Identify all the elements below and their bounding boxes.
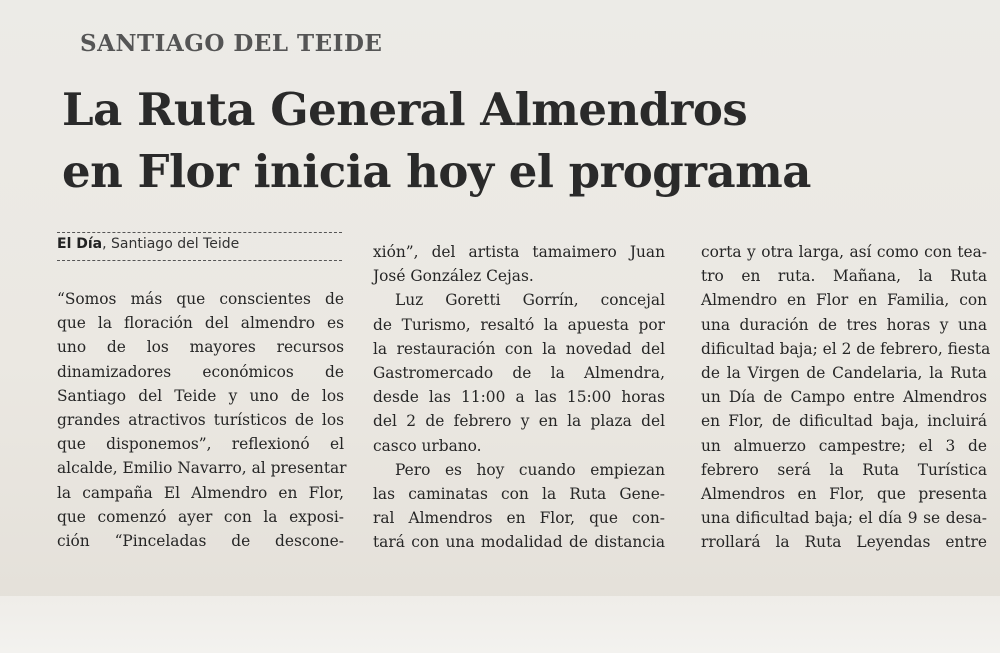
text-line: una duración de tres horas y una [701, 315, 987, 334]
text-line: Almendros en Flor, que presenta [701, 485, 987, 504]
text-line: Santiago del Teide y uno de los [57, 386, 344, 405]
text-line: dinamizadores económicos de [57, 362, 344, 381]
text-line: un Día de Campo entre Almendros [701, 388, 987, 407]
text-line: una dificultad baja; el día 9 se desa- [701, 509, 987, 528]
text-line: ción “Pinceladas de descone- [57, 532, 344, 551]
text-line: uno de los mayores recursos [57, 338, 344, 357]
text-line: tará con una modalidad de distancia [373, 533, 665, 552]
text-line: que comenzó ayer con la exposi- [57, 507, 344, 526]
text-line: de la Virgen de Candelaria, la Ruta [701, 364, 987, 383]
page-fold-margin [0, 596, 1000, 653]
text-line: desde las 11:00 a las 15:00 horas [373, 388, 665, 407]
article-column-2 [373, 240, 665, 555]
text-line: que la floración del almendro es [57, 314, 344, 333]
byline-location: , Santiago del Teide [102, 236, 240, 252]
article-column-1 [57, 287, 347, 553]
text-line: la campaña El Almendro en Flor, [57, 483, 344, 502]
text-line: que disponemos”, reflexionó el [57, 435, 344, 454]
text-line: febrero será la Ruta Turística [701, 460, 987, 479]
text-line: rrollará la Ruta Leyendas entre [701, 533, 987, 552]
text-line: del 2 de febrero y en la plaza del [373, 412, 665, 431]
text-line: grandes atractivos turísticos de los [57, 411, 344, 430]
byline-bottom-rule [57, 260, 342, 261]
byline-source: El Día [57, 236, 103, 252]
text-line: alcalde, Emilio Navarro, al presentar [57, 459, 347, 478]
text-line: xión”, del artista tamaimero Juan [373, 243, 665, 261]
text-line: dificultad baja; el 2 de febrero, fiesta [701, 339, 991, 358]
text-line: ral Almendros en Flor, que con- [373, 509, 665, 528]
text-line: Luz Goretti Gorrín, concejal [395, 291, 665, 310]
text-line: corta y otra larga, así como con tea- [701, 243, 987, 261]
headline-line-1: La Ruta General Almendros [62, 83, 748, 136]
text-line: un almuerzo campestre; el 3 de [701, 436, 987, 455]
text-line: Almendro en Flor en Familia, con [701, 291, 987, 310]
text-line: la restauración con la novedad del [373, 339, 665, 358]
text-line: Pero es hoy cuando empiezan [395, 460, 665, 479]
text-line: de Turismo, resaltó la apuesta por [373, 315, 665, 334]
headline [62, 79, 962, 203]
article-column-3 [701, 240, 991, 555]
text-line: en Flor, de dificultad baja, incluirá [701, 412, 987, 431]
byline-top-rule [57, 232, 342, 233]
text-line: “Somos más que conscientes de [57, 290, 344, 308]
byline [57, 236, 239, 252]
text-line: José González Cejas. [373, 267, 534, 286]
text-line: casco urbano. [373, 436, 482, 455]
section-label: SANTIAGO DEL TEIDE [80, 30, 383, 57]
text-line: las caminatas con la Ruta Gene- [373, 485, 665, 504]
headline-line-2: en Flor inicia hoy el programa [62, 145, 811, 198]
text-line: Gastromercado de la Almendra, [373, 364, 665, 383]
text-line: tro en ruta. Mañana, la Ruta [701, 267, 987, 286]
